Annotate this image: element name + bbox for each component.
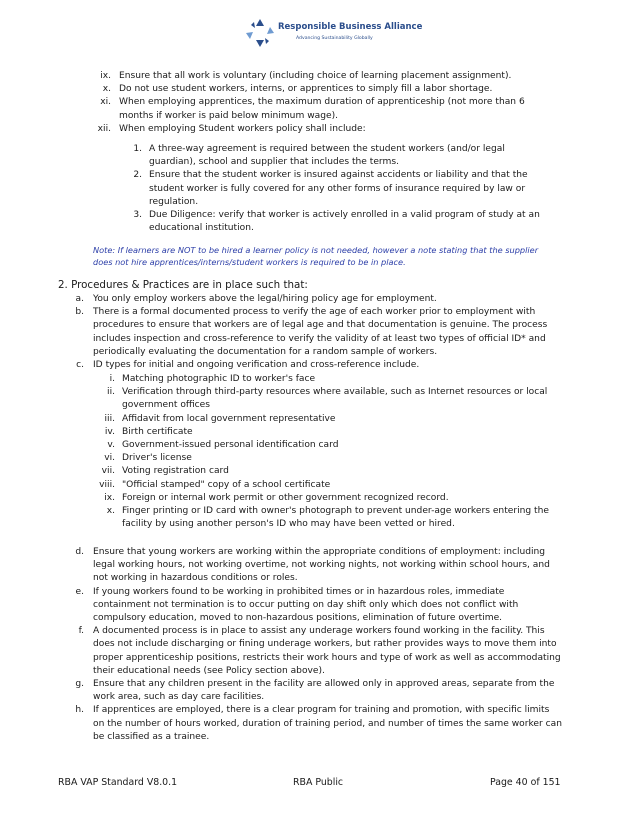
list-item — [64, 625, 562, 678]
list-item-text: Do not use student workers, interns, or apprentices to simply fill a labor shortage. — [119, 84, 493, 95]
list-item — [93, 465, 558, 478]
list-item-number: ix. — [104, 492, 115, 503]
list-item-text: Ensure that the student worker is insured against accidents or liability and that the student worker is fully covered for any other forms of insurance required by law or regulation. — [149, 170, 528, 207]
list-item-text: Due Diligence: verify that worker is actively enrolled in a valid program of study at an educational institution. — [149, 210, 540, 234]
list-item — [84, 83, 554, 96]
page-header — [0, 14, 638, 54]
list-item — [64, 586, 562, 626]
list-item-number: viii. — [99, 479, 115, 490]
list-item — [93, 505, 558, 531]
list-item — [84, 70, 554, 83]
list-item — [93, 426, 558, 439]
list-item-number: g. — [75, 679, 84, 690]
list-item-number: d. — [75, 547, 84, 557]
list-item — [64, 704, 562, 744]
list-item — [93, 386, 558, 412]
student-policy-sublist — [126, 143, 553, 235]
list-item-number: e. — [75, 586, 84, 597]
list-item-text: Affidavit from local government representative — [122, 413, 336, 424]
list-item-number: a. — [75, 294, 84, 304]
list-item-number: 1. — [133, 144, 142, 154]
list-item — [93, 413, 558, 426]
logo-tagline: Advancing Sustainability Globally — [296, 36, 373, 41]
list-item — [93, 439, 558, 452]
list-item-number: vi. — [104, 453, 115, 464]
procedures-list-1 — [64, 293, 562, 372]
list-item-number: 3. — [133, 210, 142, 221]
list-item — [93, 479, 558, 492]
list-item-number: 2. — [133, 170, 142, 181]
list-item-number: xii. — [97, 123, 111, 134]
list-item-text: If young workers found to be working in prohibited times or in hazardous roles, immediate containment not termination is to occur putting on day shift only which does not conflict with compulsory education, moved to non-hazardous positions, elimination of future overtime. — [93, 586, 519, 624]
footer-document-title: RBA VAP Standard V8.0.1 — [58, 777, 178, 788]
list-item-number: iv. — [104, 426, 115, 437]
list-item-text: Matching photographic ID to worker's face — [122, 374, 316, 384]
list-item-text: A documented process is in place to assist any underage workers found working in the facility. This does not include discharging or fining underage workers, but rather provides ways to move them into proper apprenticeship positions, restricts their work hours and type of work as well as accommodating their educational needs (see Policy section above). — [93, 626, 561, 676]
list-item-number: x. — [106, 506, 115, 517]
list-item-text: Verification through third-party resources where available, such as Internet resources or local government offices — [122, 387, 548, 411]
list-item-text: If apprentices are employed, there is a clear program for training and promotion, with specific limits on the number of hours worked, duration of training period, and number of times the same worker can be classified as a trainee. — [93, 705, 562, 742]
list-item-text: A three-way agreement is required between the student workers (and/or legal guardian), school and supplier that includes the terms. — [149, 144, 505, 168]
section-heading: 2. Procedures & Practices are in place such that: — [58, 279, 308, 291]
list-item — [84, 96, 554, 122]
rba-logo-icon — [245, 18, 275, 48]
list-item-text: Voting registration card — [122, 466, 229, 477]
footer-page-number: Page 40 of 151 — [490, 777, 561, 788]
list-item-text: Birth certificate — [122, 426, 193, 437]
list-item — [126, 209, 553, 235]
list-item-text: Ensure that any children present in the facility are allowed only in approved areas, separate from the work area, such as day care facilities. — [93, 679, 555, 703]
list-item-number: ii. — [107, 387, 115, 398]
list-item-number: x. — [102, 84, 111, 95]
list-item — [84, 123, 554, 136]
list-item — [64, 306, 562, 359]
list-item — [64, 678, 562, 704]
list-item-text: ID types for initial and ongoing verification and cross-reference include. — [93, 360, 420, 371]
list-item-number: ix. — [100, 71, 111, 81]
footer-classification: RBA Public — [293, 777, 344, 788]
list-item-text: There is a formal documented process to verify the age of each worker prior to employment with procedures to ensure that workers are of legal age and that documentation is genuine. The process includes inspection and cross-reference to verify the validity of at least two types of official ID* and periodically evaluating the documentation for a random sample of workers. — [93, 307, 548, 357]
list-item-number: h. — [75, 705, 84, 716]
list-item-text: "Official stamped" copy of a school certificate — [122, 479, 331, 490]
list-item-number: xi. — [100, 97, 111, 108]
list-item-number: c. — [76, 360, 84, 371]
list-item-text: Ensure that all work is voluntary (including choice of learning placement assignment). — [119, 71, 512, 81]
procedures-list-2 — [64, 546, 562, 744]
list-item — [64, 359, 562, 372]
list-item-number: f. — [78, 626, 84, 637]
list-item-number: v. — [107, 440, 115, 451]
list-item-number: i. — [109, 374, 115, 384]
list-item-number: b. — [75, 307, 84, 318]
list-item — [93, 373, 558, 386]
logo-org-name: Responsible Business Alliance — [278, 22, 423, 32]
list-item — [64, 546, 562, 586]
list-item — [93, 452, 558, 465]
list-item-text: Finger printing or ID card with owner's photograph to prevent under-age workers entering the facility by using another person's ID who may have been vetted or hired. — [122, 506, 549, 530]
list-item-text: Driver's license — [122, 453, 192, 464]
list-item — [64, 293, 562, 306]
list-item — [126, 143, 553, 169]
list-item-number: iii. — [104, 413, 115, 424]
list-item-text: When employing apprentices, the maximum duration of apprenticeship (not more than 6 months if worker is paid below minimum wage). — [119, 97, 525, 121]
list-item-text: Ensure that young workers are working within the appropriate conditions of employment: including legal working hours, not working overtime, not working nights, not working within school hours, and not working in hazardous conditions or roles. — [93, 547, 550, 584]
list-item-text: Government-issued personal identification card — [122, 440, 339, 451]
list-item-number: vii. — [101, 466, 115, 477]
list-item — [93, 492, 558, 505]
id-types-list — [93, 373, 558, 531]
list-item-text: Foreign or internal work permit or other government recognized record. — [122, 492, 449, 503]
roman-list-1 — [84, 70, 554, 136]
list-item — [126, 169, 553, 209]
list-item-text: You only employ workers above the legal/hiring policy age for employment. — [93, 294, 437, 304]
learner-policy-note: Note: If learners are NOT to be hired a learner policy is not needed, however a note stating that the supplier does not hire apprentices/interns/student workers is required to be in place. — [93, 245, 539, 267]
list-item-text: When employing Student workers policy shall include: — [119, 123, 366, 134]
